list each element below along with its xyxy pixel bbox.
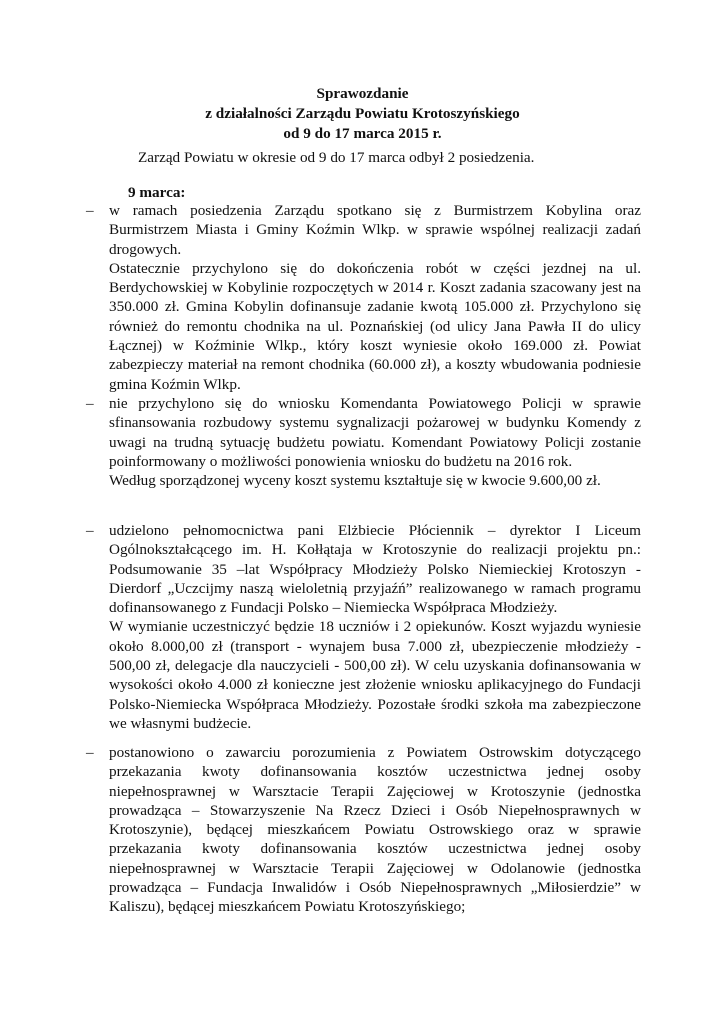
list-item	[86, 743, 641, 917]
title-line-2: z działalności Zarządu Powiatu Krotoszyńskiego	[205, 105, 520, 122]
intro-sentence: Zarząd Powiatu w okresie od 9 do 17 marca odbył 2 posiedzenia.	[138, 149, 535, 166]
list-item	[86, 521, 641, 733]
item-paragraph: W wymianie uczestniczyć będzie 18 uczniów i 2 opiekunów. Koszt wyjazdu wyniesie około 8.000,00 zł (transport - wynajem busa 7.000 zł, ubezpieczenie młodzieży - 500,00 zł, delegacje dla nauczycieli - 500,00 zł). W celu uzyskania dofinansowania w wysokości około 4.000 zł konieczne jest złożenie wniosku aplikacyjnego do Fundacji Polsko-Niemiecka Współpraca Młodzieży. Pozostałe środki szkoła ma zabezpieczone we własnymi budżecie.	[109, 618, 641, 732]
list-item	[86, 394, 641, 490]
item-paragraph: Ostatecznie przychylono się do dokończenia robót w części jezdnej na ul. Berdychowskiej w Kobylinie rozpoczętych w 2014 r. Koszt zadania szacowany jest na 350.000 zł. Gmina Kobylin dofinansuje zadanie kwotą 105.000 zł. Przychylono się również do remontu chodnika na ul. Poznańskiej (od ulicy Jana Pawła II do ulicy Łącznej) w Koźminie Wlkp., który koszt wyniesie około 169.000 zł. Powiat zabezpieczy materiał na remont chodnika (60.000 zł), a koszty wbudowania podniesie gmina Koźmin Wlkp.	[109, 259, 641, 393]
item-paragraph: nie przychylono się do wniosku Komendanta Powiatowego Policji w sprawie sfinansowania rozbudowy systemu sygnalizacji pożarowej w budynku Komendy z uwagi na trudną sytuację budżetu powiatu. Komendant Powiatowy Policji zostanie poinformowany o możliwości ponowienia wniosku do budżetu na 2016 rok.	[109, 395, 641, 470]
item-paragraph: postanowiono o zawarciu porozumienia z Powiatem Ostrowskim dotyczącego przekazania kwoty dofinansowania kosztów uczestnictwa jednej osoby niepełnosprawnej w Warsztacie Terapii Zajęciowej w Krotoszynie (jednostka prowadząca – Stowarzyszenie Na Rzecz Dzieci i Osób Niepełnosprawnych w Krotoszynie), będącej mieszkańcem Powiatu Ostrowskiego oraz w sprawie przekazania kwoty dofinansowania kosztów uczestnictwa jednej osoby niepełnosprawnej w Warsztacie Terapii Zajęciowej w Odolanowie (jednostka prowadząca – Fundacja Inwalidów i Osób Niepełnosprawnych „Miłosierdzie” w Kaliszu), będącej mieszkańcem Powiatu Krotoszyńskiego;	[109, 744, 641, 916]
item-paragraph: Według sporządzonej wyceny koszt systemu kształtuje się w kwocie 9.600,00 zł.	[109, 472, 601, 490]
item-paragraph: udzielono pełnomocnictwa pani Elżbiecie Płóciennik – dyrektor I Liceum Ogólnokształcącego im. H. Kołłątaja w Krotoszynie do realizacji projektu pn.: Podsumowanie 35 –lat Współpracy Młodzieży Polsko Niemieckiej Krotoszyn - Dierdorf „Uczcijmy naszą wieloletnią przyjaźń” realizowanego w ramach programu dofinansowanego z Fundacji Polsko – Niemiecka Współpraca Młodzieży.	[109, 522, 641, 617]
bullet-dash: –	[86, 522, 94, 539]
item-paragraph: w ramach posiedzenia Zarządu spotkano się z Burmistrzem Kobylina oraz Burmistrzem Miasta i Gminy Koźmin Wlkp. w sprawie wspólnej realizacji zadań drogowych.	[109, 202, 641, 258]
date-heading: 9 marca:	[128, 184, 186, 201]
title-line-1: Sprawozdanie	[316, 85, 409, 102]
bullet-dash: –	[86, 744, 94, 761]
list-item	[86, 201, 641, 394]
title-line-3: od 9 do 17 marca 2015 r.	[283, 125, 442, 142]
bullet-dash: –	[86, 395, 94, 412]
bullet-dash: –	[86, 202, 94, 219]
report-title	[0, 84, 725, 144]
